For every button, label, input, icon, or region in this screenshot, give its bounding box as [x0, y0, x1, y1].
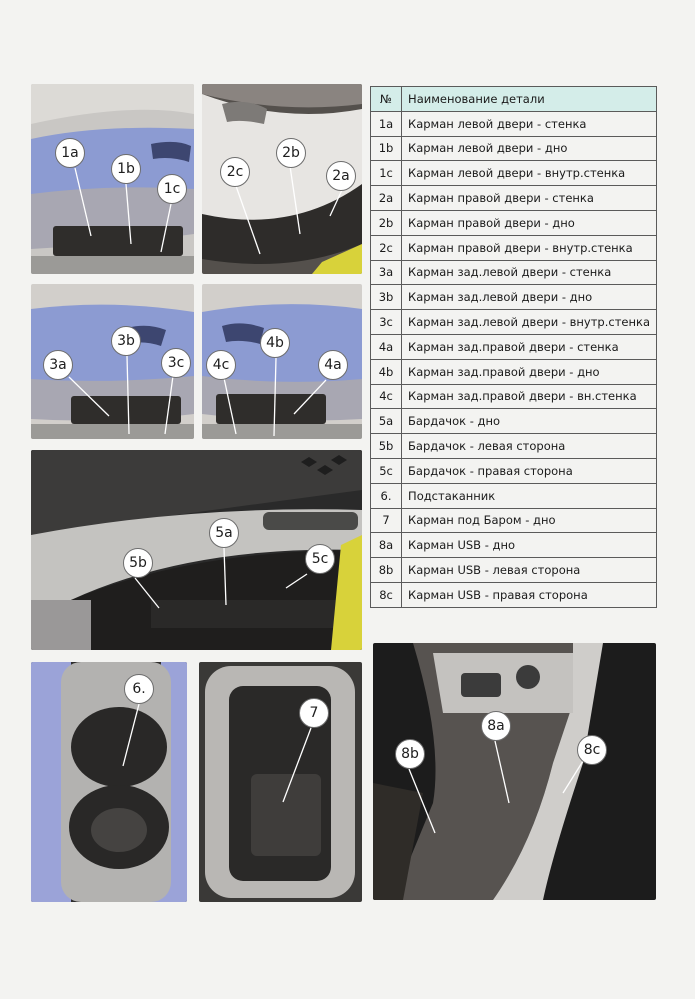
table-row [371, 310, 657, 335]
photo-right-front-door [202, 84, 362, 274]
callout-6: 6. [124, 674, 154, 704]
callout-leaders [199, 662, 362, 902]
column-header-name: Наименование детали [402, 87, 657, 112]
part-number: 4b [371, 359, 402, 384]
photo-rear-left-door [31, 284, 194, 439]
table-row [371, 111, 657, 136]
table-row [371, 384, 657, 409]
part-name: Карман правой двери - дно [402, 210, 657, 235]
callout-3a: 3a [43, 350, 73, 380]
callout-8c: 8c [577, 735, 607, 765]
table-row [371, 161, 657, 186]
callout-1a: 1a [55, 138, 85, 168]
callout-leaders [31, 662, 187, 902]
part-name: Карман левой двери - внутр.стенка [402, 161, 657, 186]
part-number: 7 [371, 508, 402, 533]
part-number: 8a [371, 533, 402, 558]
part-name: Карман правой двери - стенка [402, 186, 657, 211]
part-name: Карман зад.правой двери - стенка [402, 334, 657, 359]
table-header-row [371, 87, 657, 112]
callout-5b: 5b [123, 548, 153, 578]
part-number: 2c [371, 235, 402, 260]
callout-2a: 2a [326, 161, 356, 191]
callout-8b: 8b [395, 739, 425, 769]
photo-left-front-door [31, 84, 194, 274]
part-number: 2b [371, 210, 402, 235]
table-row [371, 508, 657, 533]
table-row [371, 285, 657, 310]
part-number: 8c [371, 582, 402, 607]
photo-cup-holder [31, 662, 187, 902]
photo-glovebox [31, 450, 362, 650]
part-name: Карман под Баром - дно [402, 508, 657, 533]
callout-4a: 4a [318, 350, 348, 380]
part-name: Карман зад.левой двери - внутр.стенка [402, 310, 657, 335]
table-row [371, 260, 657, 285]
photo-usb-pocket [373, 643, 656, 900]
table-row [371, 136, 657, 161]
part-name: Бардачок - правая сторона [402, 458, 657, 483]
table-row [371, 359, 657, 384]
table-row [371, 186, 657, 211]
column-header-number: № [371, 87, 402, 112]
callout-2c: 2c [220, 157, 250, 187]
callout-3b: 3b [111, 326, 141, 356]
part-number: 6. [371, 483, 402, 508]
callout-4c: 4c [206, 350, 236, 380]
part-number: 1a [371, 111, 402, 136]
part-name: Карман правой двери - внутр.стенка [402, 235, 657, 260]
part-name: Бардачок - дно [402, 409, 657, 434]
part-name: Карман зад.правой двери - вн.стенка [402, 384, 657, 409]
table-row [371, 533, 657, 558]
table-row [371, 582, 657, 607]
part-name: Карман левой двери - дно [402, 136, 657, 161]
part-name: Бардачок - левая сторона [402, 434, 657, 459]
part-number: 1b [371, 136, 402, 161]
callout-2b: 2b [276, 138, 306, 168]
photo-bar-pocket [199, 662, 362, 902]
callout-1b: 1b [111, 154, 141, 184]
parts-table [370, 86, 657, 608]
part-number: 3b [371, 285, 402, 310]
part-name: Карман зад.левой двери - дно [402, 285, 657, 310]
part-name: Карман USB - левая сторона [402, 558, 657, 583]
table-row [371, 210, 657, 235]
table-row [371, 334, 657, 359]
callout-8a: 8a [481, 711, 511, 741]
photo-rear-right-door [202, 284, 362, 439]
part-name: Карман USB - правая сторона [402, 582, 657, 607]
part-number: 1c [371, 161, 402, 186]
callout-4b: 4b [260, 328, 290, 358]
part-number: 5b [371, 434, 402, 459]
part-name: Карман зад.левой двери - стенка [402, 260, 657, 285]
part-number: 8b [371, 558, 402, 583]
callout-5c: 5c [305, 544, 335, 574]
callout-1c: 1c [157, 174, 187, 204]
table-row [371, 434, 657, 459]
part-number: 5a [371, 409, 402, 434]
part-name: Карман левой двери - стенка [402, 111, 657, 136]
callout-7: 7 [299, 698, 329, 728]
callout-3c: 3c [161, 348, 191, 378]
table-row [371, 235, 657, 260]
part-number: 5c [371, 458, 402, 483]
callout-5a: 5a [209, 518, 239, 548]
table-row [371, 558, 657, 583]
part-number: 3c [371, 310, 402, 335]
part-name: Подстаканник [402, 483, 657, 508]
callout-leaders [373, 643, 656, 900]
part-number: 4c [371, 384, 402, 409]
part-number: 4a [371, 334, 402, 359]
table-row [371, 409, 657, 434]
part-number: 3a [371, 260, 402, 285]
part-name: Карман USB - дно [402, 533, 657, 558]
part-number: 2a [371, 186, 402, 211]
table-body [371, 111, 657, 607]
part-name: Карман зад.правой двери - дно [402, 359, 657, 384]
table-row [371, 458, 657, 483]
table-row [371, 483, 657, 508]
